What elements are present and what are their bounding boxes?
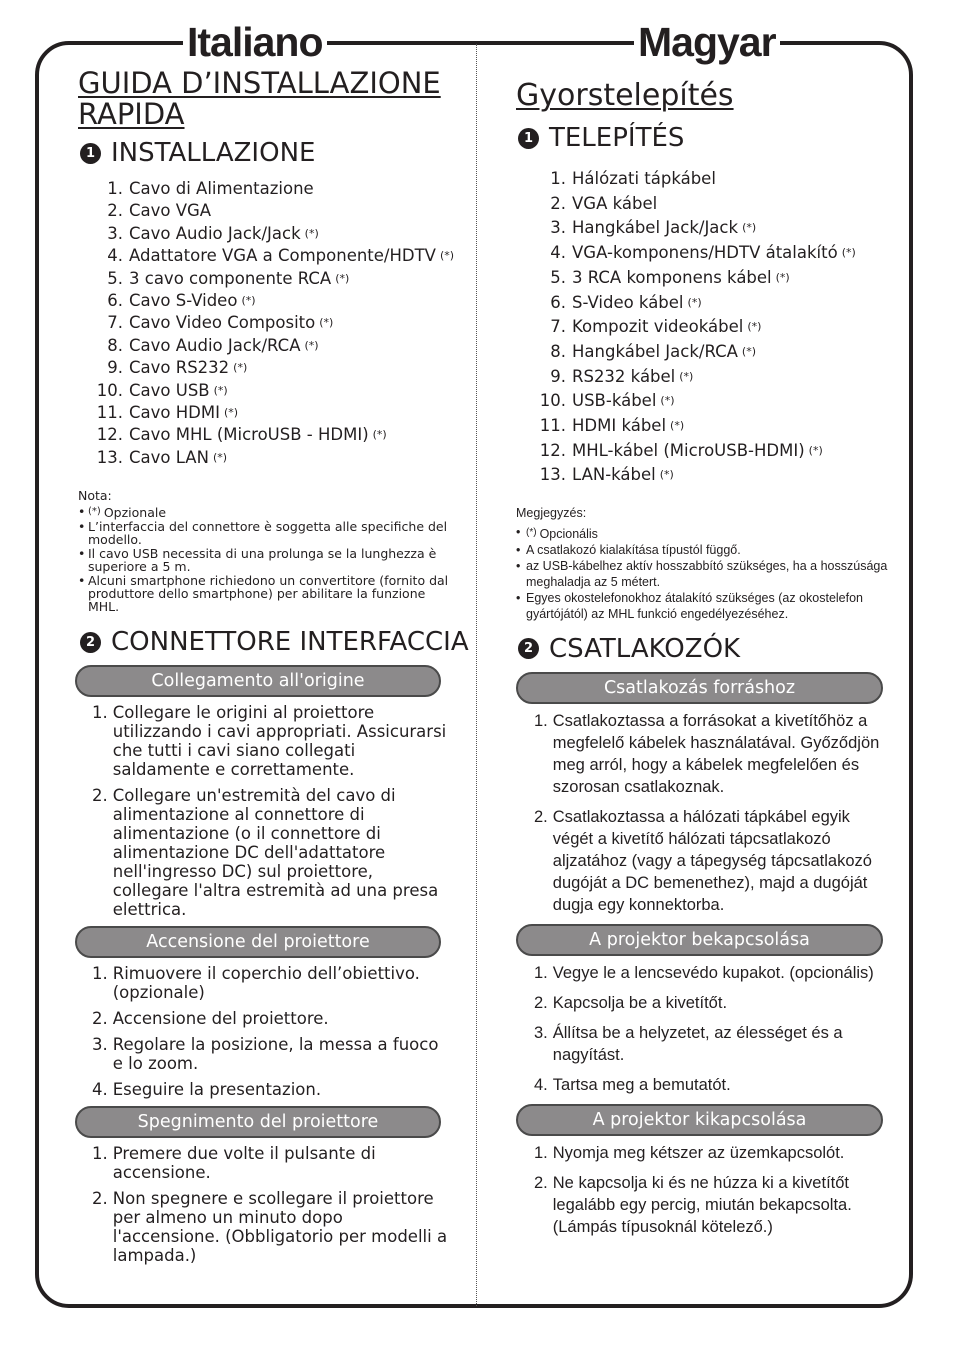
bullet: • xyxy=(78,546,86,562)
step-item xyxy=(534,806,884,916)
cable-item xyxy=(530,439,888,464)
section-title: CSATLAKOZÓK xyxy=(549,633,741,664)
cable-label: HDMI kábel xyxy=(572,416,667,436)
step-item xyxy=(534,1142,884,1164)
cable-item xyxy=(530,389,888,414)
step-item xyxy=(534,962,884,984)
cable-label: Cavo di Alimentazione xyxy=(129,179,314,198)
cable-item xyxy=(530,463,888,488)
step-number: 2. xyxy=(534,1173,548,1192)
cable-label: Cavo HDMI xyxy=(129,403,220,423)
cable-label: LAN-kábel xyxy=(572,465,656,485)
step-number: 2. xyxy=(92,1189,108,1209)
step-text: Állítsa be a helyzetet, az élességet és a nagyítást. xyxy=(552,1023,843,1064)
section-title: CONNETTORE INTERFACCIA xyxy=(111,627,469,658)
section-number-badge: 2 xyxy=(80,632,101,653)
cable-number: 7. xyxy=(550,317,566,337)
cable-number: 8. xyxy=(107,335,123,355)
optional-mark: (*) xyxy=(808,443,823,457)
cable-number: 8. xyxy=(550,341,566,361)
notes-title: Nota: xyxy=(78,488,112,504)
group-header: Spegnimento del proiettore xyxy=(75,1106,441,1138)
note-text xyxy=(88,547,458,573)
note-text xyxy=(88,520,458,546)
note-item xyxy=(78,520,458,546)
cable-number: 6. xyxy=(107,291,123,311)
section-title: TELEPÍTÉS xyxy=(549,123,685,153)
step-number: 1. xyxy=(92,703,108,723)
cable-label: Adattatore VGA a Componente/HDTV xyxy=(129,246,436,266)
note-content: Alcuni smartphone richiedono un convertitore (fornito dal produttore dello smartphone) per abilitare la funzione MHL. xyxy=(88,573,449,615)
step-list xyxy=(92,703,452,919)
cable-number: 10. xyxy=(539,391,566,411)
note-content: L’interfaccia del connettore è soggetta alle specifiche del modello. xyxy=(88,519,448,548)
cable-number: 1. xyxy=(550,169,566,188)
optional-mark: (*) xyxy=(233,361,248,375)
cable-list xyxy=(530,167,888,488)
step-item xyxy=(534,992,884,1014)
optional-mark: (*) xyxy=(439,249,455,263)
cable-number: 4. xyxy=(550,243,566,263)
cable-item xyxy=(86,402,470,424)
guide-title: Gyorstelepítés xyxy=(516,78,734,113)
cable-item xyxy=(530,414,888,439)
step-number: 3. xyxy=(92,1035,108,1055)
cable-number: 2. xyxy=(550,193,566,213)
step-list xyxy=(534,710,884,916)
cable-number: 12. xyxy=(96,425,123,445)
connector-groups xyxy=(78,665,470,1265)
step-text: Regolare la posizione, la messa a fuoco e lo zoom. xyxy=(112,1035,439,1074)
cable-item xyxy=(530,241,888,266)
cable-label: Cavo LAN xyxy=(129,447,209,467)
note-text xyxy=(526,525,598,542)
cable-number: 2. xyxy=(107,201,123,221)
optional-mark: (*) xyxy=(319,316,334,330)
cable-list xyxy=(86,178,470,469)
step-text: Vegye le a lencsevédo kupakot. (opcionális) xyxy=(552,963,874,982)
step-number: 1. xyxy=(92,1144,108,1164)
section-installazione xyxy=(78,138,470,168)
cable-label: Cavo VGA xyxy=(129,201,212,221)
group-header: A projektor bekapcsolása xyxy=(516,924,883,956)
step-item xyxy=(92,1009,452,1028)
cable-item xyxy=(86,223,470,245)
section-csatlakozok xyxy=(516,634,888,664)
note-content: Il cavo USB necessita di una prolunga se la lunghezza è superiore a 5 m. xyxy=(88,546,437,575)
step-list xyxy=(92,964,452,1099)
section-number-badge: 1 xyxy=(80,143,101,164)
note-text xyxy=(526,591,908,622)
step-item xyxy=(534,710,884,798)
cable-label: Cavo Audio Jack/Jack xyxy=(129,223,301,243)
cable-label: Cavo MHL (MicroUSB - HDMI) xyxy=(129,425,369,445)
cable-item xyxy=(86,312,470,334)
cable-item xyxy=(530,315,888,340)
cable-number: 9. xyxy=(550,366,566,386)
step-text: Csatlakoztassa a forrásokat a kivetítőhöz a megfelelő kábelek használatával. Győződjön meg arról, hogy a kábelek megfelelően és szorosan csatlakoznak. xyxy=(552,711,880,796)
note-item xyxy=(78,574,458,613)
note-item xyxy=(516,591,908,622)
optional-mark: (*) xyxy=(304,338,319,352)
cable-label: S-Video kábel xyxy=(572,292,684,312)
step-text: Accensione del proiettore. xyxy=(112,1009,329,1029)
step-number: 1. xyxy=(534,1143,548,1162)
step-number: 1. xyxy=(92,964,108,984)
note-item xyxy=(78,547,458,573)
cable-number: 6. xyxy=(550,292,566,312)
cable-label: Cavo Video Composito xyxy=(129,313,316,333)
step-number: 1. xyxy=(534,963,548,982)
cable-number: 1. xyxy=(107,179,123,198)
note-item xyxy=(516,559,908,590)
optional-mark: (*) xyxy=(223,406,239,420)
step-item xyxy=(92,1080,452,1099)
cable-label: VGA-komponens/HDTV átalakító xyxy=(572,243,838,263)
step-list xyxy=(534,962,884,1096)
cable-label: VGA kábel xyxy=(572,193,658,213)
optional-mark: (*) xyxy=(659,468,674,482)
step-item xyxy=(92,964,452,1002)
optional-mark: (*) xyxy=(88,506,101,518)
step-number: 2. xyxy=(92,786,108,806)
step-text: Csatlakoztassa a hálózati tápkábel egyik végét a kivetítő hálózati tápcsatlakozó aljzatához (vagy a tápegység tápcsatlakozó dugóját a DC bemenethez), majd a dugóját dugja egy konnektorba. xyxy=(552,807,872,914)
cable-label: Hálózati tápkábel xyxy=(572,169,716,188)
cable-item xyxy=(86,268,470,290)
cable-item xyxy=(86,335,470,357)
cable-number: 7. xyxy=(107,313,123,333)
cable-number: 5. xyxy=(107,268,123,288)
cable-label: 3 RCA komponens kábel xyxy=(572,267,772,287)
optional-mark: (*) xyxy=(775,270,790,284)
step-text: Ne kapcsolja ki és ne húzza ki a kivetítőt legalább egy percig, miután bekapcsolta. (Lámpás típusoknál kötelező.) xyxy=(552,1173,852,1236)
cable-item xyxy=(86,200,470,222)
step-item xyxy=(92,1144,452,1182)
cable-item xyxy=(86,447,470,469)
cable-item xyxy=(530,167,888,192)
step-number: 3. xyxy=(534,1023,548,1042)
note-content: A csatlakozó kialakítása típustól függő. xyxy=(526,542,741,557)
optional-mark: (*) xyxy=(670,419,685,433)
cable-number: 4. xyxy=(107,246,123,266)
guide-title xyxy=(78,68,470,130)
bullet: • xyxy=(516,591,521,606)
magyar-column xyxy=(516,68,888,1246)
cable-item xyxy=(86,178,470,200)
optional-mark: (*) xyxy=(741,344,756,358)
bullet: • xyxy=(78,573,86,589)
optional-mark: (*) xyxy=(213,383,228,397)
italiano-column xyxy=(78,68,470,1272)
cable-item xyxy=(530,216,888,241)
cable-label: Hangkábel Jack/RCA xyxy=(572,341,738,361)
section-number-badge: 1 xyxy=(518,128,539,149)
cable-label: Cavo Audio Jack/RCA xyxy=(129,335,301,355)
step-text: Nyomja meg kétszer az üzemkapcsolót. xyxy=(552,1143,845,1162)
column-divider xyxy=(476,44,477,1306)
cable-item xyxy=(530,340,888,365)
section-number-badge: 2 xyxy=(518,638,539,659)
cable-label: Kompozit videokábel xyxy=(572,317,744,337)
cable-label: Hangkábel Jack/Jack xyxy=(572,218,739,238)
cable-label: RS232 kábel xyxy=(572,366,676,386)
step-item xyxy=(92,1035,452,1073)
optional-mark: (*) xyxy=(742,221,757,235)
group-header: Csatlakozás forráshoz xyxy=(516,672,883,704)
notes xyxy=(516,506,908,622)
cable-label: Cavo RS232 xyxy=(129,358,230,378)
step-text: Collegare le origini al proiettore utilizzando i cavi appropriati. Assicurarsi che tutti i cavi siano collegati saldamente e correttamente. xyxy=(112,703,447,780)
step-item xyxy=(92,1189,452,1265)
step-item xyxy=(534,1074,884,1096)
cable-item xyxy=(530,291,888,316)
note-content: Opcionális xyxy=(539,526,598,541)
cable-number: 9. xyxy=(107,358,123,378)
optional-mark: (*) xyxy=(335,271,350,285)
cable-item xyxy=(530,192,888,217)
cable-number: 12. xyxy=(539,440,566,460)
cable-number: 5. xyxy=(550,267,566,287)
note-content: az USB-kábelhez aktív hosszabbító szükséges, ha a hosszúsága meghaladja az 5 métert. xyxy=(526,559,888,589)
notes xyxy=(78,489,458,613)
note-content: Opzionale xyxy=(103,505,167,521)
cable-number: 11. xyxy=(539,416,566,436)
note-item xyxy=(516,525,908,542)
step-number: 1. xyxy=(534,711,548,730)
step-text: Tartsa meg a bemutatót. xyxy=(552,1075,731,1094)
step-list xyxy=(534,1142,884,1238)
cable-label: 3 cavo componente RCA xyxy=(129,268,332,288)
optional-mark: (*) xyxy=(687,295,702,309)
step-text: Eseguire la presentazion. xyxy=(112,1080,322,1100)
optional-mark: (*) xyxy=(660,394,675,408)
step-number: 2. xyxy=(534,993,548,1012)
step-number: 2. xyxy=(534,807,548,826)
cable-item xyxy=(86,380,470,402)
cable-number: 3. xyxy=(550,218,566,238)
step-number: 2. xyxy=(92,1009,108,1029)
optional-mark: (*) xyxy=(747,320,762,334)
bullet: • xyxy=(516,542,521,557)
cable-label: Cavo S-Video xyxy=(129,291,238,311)
notes-title: Megjegyzés: xyxy=(516,506,587,521)
optional-mark: (*) xyxy=(241,294,256,308)
note-text xyxy=(526,559,908,590)
note-text xyxy=(88,505,166,519)
group-header: Accensione del proiettore xyxy=(75,926,441,958)
note-text xyxy=(88,574,458,613)
section-connettore-interfaccia xyxy=(78,627,470,657)
step-item xyxy=(534,1172,884,1238)
language-title-italiano: Italiano xyxy=(183,16,327,68)
cable-item xyxy=(530,266,888,291)
note-item xyxy=(516,543,908,558)
optional-mark: (*) xyxy=(212,450,228,464)
cable-item xyxy=(86,245,470,267)
group-header: Collegamento all'origine xyxy=(75,665,441,697)
optional-mark: (*) xyxy=(372,428,387,442)
guide-title-line2: RAPIDA xyxy=(78,97,185,131)
cable-number: 3. xyxy=(107,223,123,243)
cable-number: 11. xyxy=(96,403,123,423)
guide-title-line1: GUIDA D’INSTALLAZIONE xyxy=(78,66,441,100)
optional-mark: (*) xyxy=(304,226,319,240)
cable-label: Cavo USB xyxy=(129,380,210,400)
cable-number: 13. xyxy=(539,465,566,485)
bullet: • xyxy=(516,559,521,574)
cable-item xyxy=(86,290,470,312)
step-list xyxy=(92,1144,452,1265)
step-text: Non spegnere e scollegare il proiettore per almeno un minuto dopo l'accensione. (Obbligatorio per modelli a lampada.) xyxy=(112,1189,448,1266)
cable-label: USB-kábel xyxy=(572,391,657,411)
step-text: Premere due volte il pulsante di accensione. xyxy=(112,1144,376,1183)
note-content: Egyes okostelefonokhoz átalakító szükséges (az okostelefon gyártójától) az MHL funkció engedélyezéséhez. xyxy=(526,591,864,621)
note-text xyxy=(526,543,741,558)
group-header: A projektor kikapcsolása xyxy=(516,1104,883,1136)
optional-mark: (*) xyxy=(841,246,856,260)
cable-label: MHL-kábel (MicroUSB-HDMI) xyxy=(572,440,805,460)
bullet: • xyxy=(78,504,86,520)
step-text: Rimuovere il coperchio dell’obiettivo. (opzionale) xyxy=(112,964,420,1003)
optional-mark: (*) xyxy=(679,369,694,383)
section-title: INSTALLAZIONE xyxy=(111,138,316,168)
bullet: • xyxy=(78,519,86,535)
step-item xyxy=(92,786,452,919)
step-item xyxy=(92,703,452,779)
step-text: Collegare un'estremità del cavo di alimentazione al connettore di alimentazione (o il connettore di alimentazione DC dell'adattatore nell'ingresso DC) sul proiettore, collegare l'altra estremità ad una presa elettrica. xyxy=(112,786,439,920)
optional-mark: (*) xyxy=(526,526,537,538)
section-telepites xyxy=(516,123,888,153)
cable-item xyxy=(86,357,470,379)
bullet: • xyxy=(516,524,521,539)
connector-groups xyxy=(516,672,888,1238)
step-number: 4. xyxy=(92,1080,108,1100)
cable-number: 10. xyxy=(96,380,123,400)
cable-item xyxy=(530,365,888,390)
step-number: 4. xyxy=(534,1075,548,1094)
language-title-magyar: Magyar xyxy=(634,16,780,68)
note-item xyxy=(78,505,458,519)
step-text: Kapcsolja be a kivetítőt. xyxy=(552,993,728,1012)
cable-number: 13. xyxy=(96,447,123,467)
step-item xyxy=(534,1022,884,1066)
cable-item xyxy=(86,424,470,446)
